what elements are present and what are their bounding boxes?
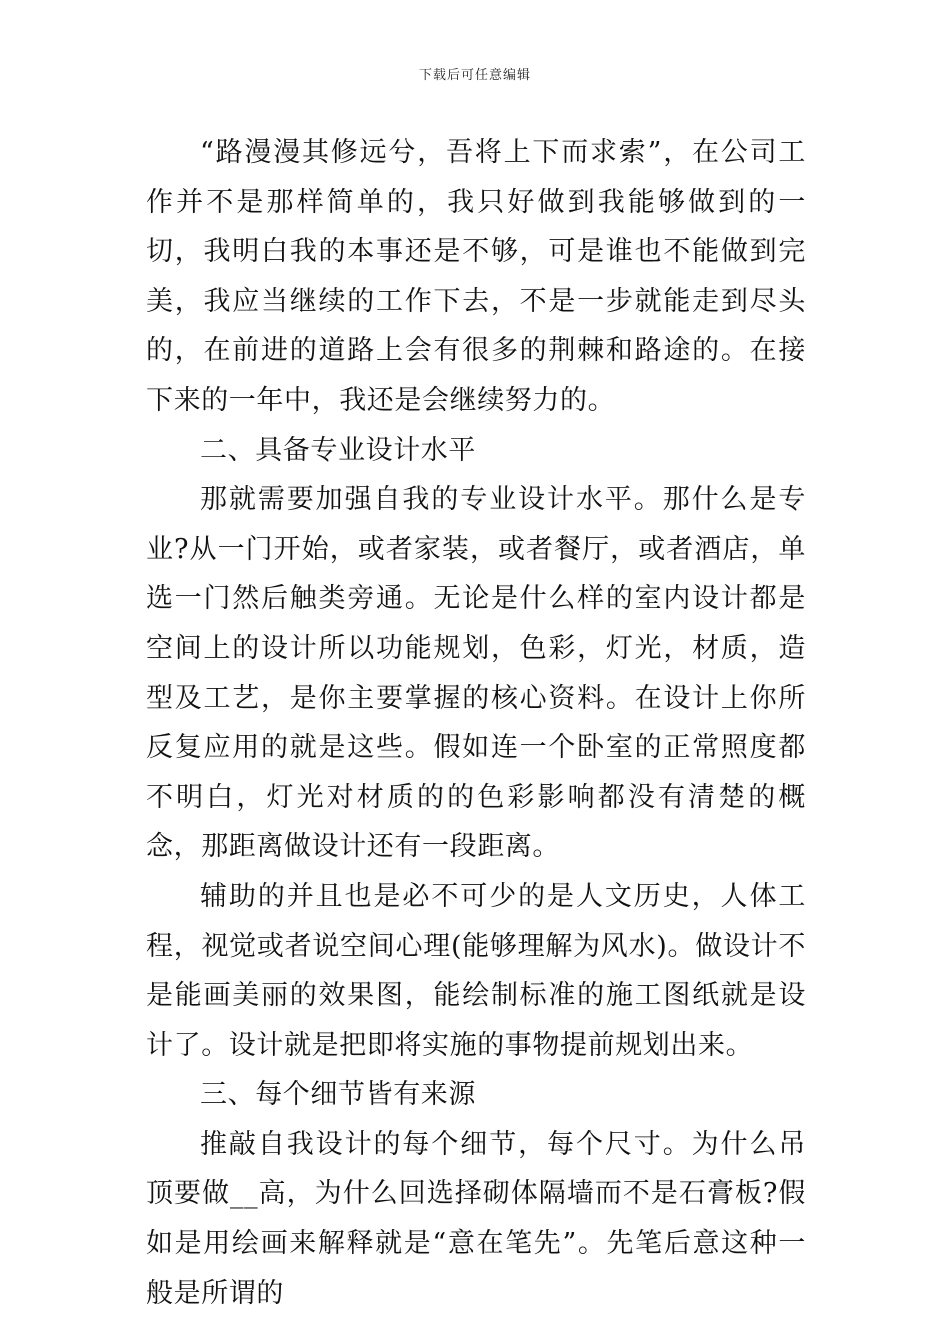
paragraph-professional-skill: 那就需要加强自我的专业设计水平。那什么是专业?从一门开始，或者家装，或者餐厅，或者酒店，单选一门然后触类旁通。无论是什么样的室内设计都是空间上的设计所以功能规划，色彩，灯光，材质，造型及工艺，是你主要掌握的核心资料。在设计上你所反复应用的就是这些。假如连一个卧室的正常照度都不明白，灯光对材质的的色彩影响都没有清楚的概念，那距离做设计还有一段距离。 <box>146 484 806 863</box>
paragraph-auxiliary-knowledge: 辅助的并且也是必不可少的是人文历史，人体工程，视觉或者说空间心理(能够理解为风水)。做设计不是能画美丽的效果图，能绘制标准的施工图纸就是设计了。设计就是把即将实施的事物提前规划出来。 <box>146 880 806 1061</box>
section-heading-2: 二、具备专业设计水平 <box>200 434 476 466</box>
document-body <box>146 128 806 1318</box>
page-header: 下载后可任意编辑 <box>418 68 531 83</box>
paragraph-details: 推敲自我设计的每个细节，每个尺寸。为什么吊顶要做__高，为什么回选择砌体隔墙而不是石膏板?假如是用绘画来解释就是“意在笔先”。先笔后意这种一般是所谓的 <box>146 1128 806 1309</box>
paragraph-intro: “路漫漫其修远兮，吾将上下而求索”，在公司工作并不是那样简单的，我只好做到我能够做到的一切，我明白我的本事还是不够，可是谁也不能做到完美，我应当继续的工作下去，不是一步就能走到尽头的，在前进的道路上会有很多的荆棘和路途的。在接下来的一年中，我还是会继续努力的。 <box>146 137 806 416</box>
section-heading-3: 三、每个细节皆有来源 <box>200 1079 476 1111</box>
